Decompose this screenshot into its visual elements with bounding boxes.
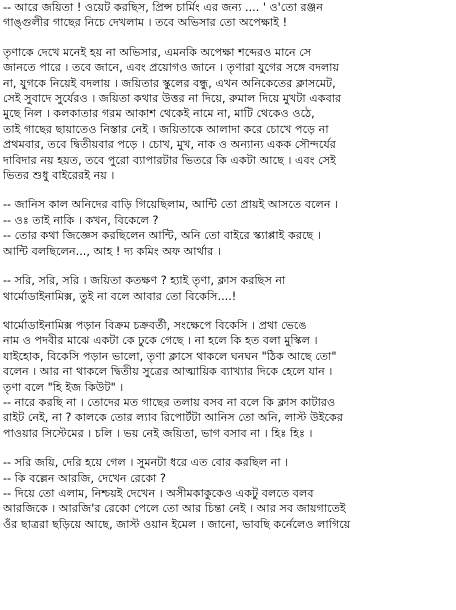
text-line: পাওয়ার সিস্টেমের । চলি । ভয় নেই জয়িতা, ভাগ বসাব না । হিঃ হিঃ । (3, 426, 313, 440)
text-line: দাবিদার নয় হয়ত, তবে পুরো ব্যাপারটার ভিতরে কি একটা আছে । এবং সেই (3, 153, 336, 167)
text-line: তৃণা বলে "হি ইজ কিউট" । (3, 380, 124, 394)
text-line: -- সরি, সরি, সরি । জয়িতা কতক্ষণ ? হ্যাই তৃণা, ক্লাস করছিস না (3, 274, 286, 288)
text-line: গাঙ্গুলীর গাছের নিচে দেখলাম । তবে অভিসার তো অপেক্ষাই ! (3, 16, 288, 30)
text-line: তাই গাছের ছায়াতেও নিস্তার নেই । জয়িতাকে আলাদা করে চোখে পড়ে না (3, 122, 329, 136)
text-line: তৃণাকে দেখে মনেই হয় না অভিসার, এমনকি অপেক্ষা শব্দেরও মানে সে (3, 45, 312, 59)
paragraph-gap (3, 441, 452, 455)
paragraph-5 (3, 318, 452, 441)
text-line: -- নারে করছি না । তোদের মত গাছের তলায় বসব না বলে কি ক্লাস কাটারও (3, 395, 336, 409)
text-line: -- কি বল্লেন আরজি, দেখেন রেকো ? (3, 471, 166, 485)
text-line: না, যুগকে নিয়েই বদলায় । জয়িতার স্কুলের বন্ধু, এখন অনিকেতের ক্লাসমেট, (3, 76, 336, 90)
paragraph-2 (3, 45, 452, 184)
text-line: রাইট নেই, না ? কালকে তোর ল্যাব রিপোর্টটা আনিস তো অনি, লাস্ট উইকের (3, 411, 344, 425)
paragraph-1 (3, 0, 452, 31)
text-line: থার্মোডাইনামিক্স, তুই না বলে আবার তো বিকেসি....! (3, 289, 237, 303)
text-line: প্রথমবার, তবে দ্বিতীয়বার পড়ে । চোখ, মুখ, নাক ও অন্যান্য একক সৌন্দর্যের (3, 138, 336, 152)
text-line: -- তোর কথা জিজ্ঞেস করছিলেন আন্টি, অনি তো বাইরে স্ক্যাপ্পাই করছে । (3, 229, 321, 243)
paragraph-gap (3, 183, 452, 197)
text-line: ওঁর ছাত্ররা ছড়িয়ে আছে, জাস্ট ওয়ান ইমেল । জানো, ভাবছি কর্নেলেও লাগিয়ে (3, 517, 351, 531)
text-line: জানতে পারে । তবে জানে, এবং প্রয়োগও জানে । তৃণারা যুগের সঙ্গে বদলায় (3, 61, 340, 75)
text-line: ভিতর শুধু বাইরেরই নয় । (3, 169, 115, 183)
text-line: বলেন । আর না থাকলে দ্বিতীয় সুত্রের আত্মায়িক ব্যাখ্যার দিকে হেলে যান । (3, 365, 333, 379)
text-line: -- দিয়ে তো এলাম, নিশ্চয়ই দেখেন । অসীমকাকুকেও একটু বলতে বলব (3, 486, 314, 500)
text-line: যাইহোক, বিকেসি পড়ান ভালো, তৃণা ক্লাসে থাকলে ঘনঘন "ঠিক আছে তো" (3, 349, 337, 363)
text-line: নাম ও পদবীর মাঝে একটা কে ঢুকে গেছে । না হলে কি হত বলা মুস্কিল । (3, 334, 318, 348)
text-line: -- জানিস কাল অনিদের বাড়ি গিয়েছিলাম, আন্টি তো প্রায়ই আসতে বলেন । (3, 198, 339, 212)
text-line: -- সরি জয়ি, দেরি হয়ে গেল । সুমনটা ধরে এত বোর করছিল না । (3, 456, 289, 470)
text-line: আরজিকে । আরজি'র রেকো পেলে তো আর চিন্তা নেই । আর সব জায়গাতেই (3, 502, 346, 516)
paragraph-6 (3, 455, 452, 532)
paragraph-4 (3, 273, 452, 304)
paragraph-3 (3, 197, 452, 259)
paragraph-gap (3, 304, 452, 318)
text-line: -- আরে জয়িতা ! ওয়েট করছিস, প্রিন্স চার্মিং এর জন্য .... ' ও'তো রঞ্জন (3, 1, 323, 14)
text-line: সেই সুবাদে সুর্যেরও । জয়িতা কথার উত্তর না দিয়ে, রুমাল দিয়ে মুখটা একবার (3, 92, 342, 106)
paragraph-gap (3, 31, 452, 45)
text-line: মুছে নিল । কলকাতার গরম আকাশ থেকেই নামে না, মাটি থেকেও ওঠে, (3, 107, 315, 121)
paragraph-gap (3, 259, 452, 273)
text-line: আন্টি বলছিলেন..., আহ ! দ্য কমিং অফ আর্থার । (3, 244, 221, 258)
text-line: -- ওঃ তাই নাকি । কখন, বিকেলে ? (3, 213, 159, 227)
text-line: থার্মোডাইনামিক্স পড়ান বিক্রম চক্রবর্তী, সংক্ষেপে বিকেসি । প্রথা ভেঙে (3, 318, 307, 332)
